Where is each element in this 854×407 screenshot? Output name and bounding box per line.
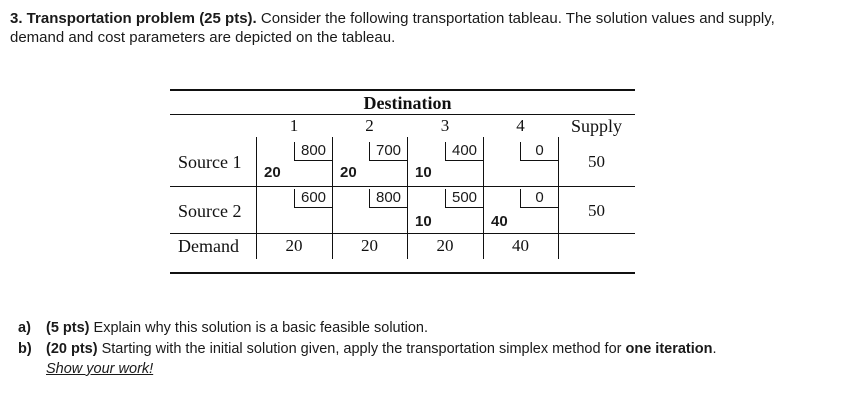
allocation-2-3: 10 bbox=[415, 213, 432, 230]
question-a-text: Explain why this solution is a basic feasible solution. bbox=[89, 320, 429, 336]
bottom-rule bbox=[170, 272, 635, 274]
question-b-marker: b) bbox=[18, 341, 32, 357]
problem-intro-line1: Consider the following transportation tableau. The solution values and supply, bbox=[256, 10, 775, 27]
row-label-source-1: Source 1 bbox=[178, 152, 242, 172]
question-b-note: Show your work! bbox=[46, 361, 154, 377]
destination-title: Destination bbox=[363, 93, 452, 113]
demand-3: 20 bbox=[436, 236, 454, 255]
row-divider-2 bbox=[170, 233, 635, 234]
cost-cell-2-1: 600 bbox=[294, 189, 332, 208]
destination-rule bbox=[170, 114, 635, 115]
question-b-points: (20 pts) bbox=[46, 341, 98, 357]
question-b-end: . bbox=[712, 341, 717, 357]
column-header-3: 3 bbox=[440, 116, 450, 135]
demand-4: 40 bbox=[512, 236, 529, 255]
question-a bbox=[18, 319, 428, 337]
top-rule bbox=[170, 89, 635, 91]
allocation-1-3: 10 bbox=[415, 164, 432, 181]
cost-cell-1-2: 700 bbox=[369, 142, 407, 161]
problem-heading: 3. Transportation problem (25 pts). bbox=[10, 10, 257, 27]
allocation-1-2: 20 bbox=[340, 164, 357, 181]
question-b bbox=[18, 340, 717, 358]
cost-cell-2-3: 500 bbox=[445, 189, 483, 208]
supply-source-2: 50 bbox=[588, 201, 605, 220]
cost-cell-1-4: 0 bbox=[520, 142, 558, 161]
cost-cell-2-4: 0 bbox=[520, 189, 558, 208]
column-header-4: 4 bbox=[516, 116, 525, 135]
supply-header: Supply bbox=[570, 116, 622, 136]
column-header-1: 1 bbox=[289, 116, 299, 135]
problem-intro-line2: demand and cost parameters are depicted on the tableau. bbox=[10, 29, 396, 46]
demand-2: 20 bbox=[361, 236, 378, 255]
allocation-1-1: 20 bbox=[264, 164, 281, 181]
question-a-marker: a) bbox=[18, 320, 31, 336]
row-label-source-2: Source 2 bbox=[178, 201, 242, 221]
question-b-text: Starting with the initial solution given, apply the transportation simplex method for bbox=[97, 341, 626, 357]
supply-source-1: 50 bbox=[588, 152, 605, 171]
cost-cell-2-2: 800 bbox=[369, 189, 407, 208]
demand-label: Demand bbox=[178, 236, 239, 256]
question-a-points: (5 pts) bbox=[46, 320, 90, 336]
cost-cell-1-3: 400 bbox=[445, 142, 483, 161]
demand-1: 20 bbox=[285, 236, 303, 255]
question-b-emphasis: one iteration bbox=[625, 341, 713, 357]
row-divider-1 bbox=[170, 186, 635, 187]
cost-cell-1-1: 800 bbox=[294, 142, 332, 161]
column-header-2: 2 bbox=[365, 116, 374, 135]
problem-intro bbox=[10, 10, 775, 28]
allocation-2-4: 40 bbox=[491, 213, 508, 230]
